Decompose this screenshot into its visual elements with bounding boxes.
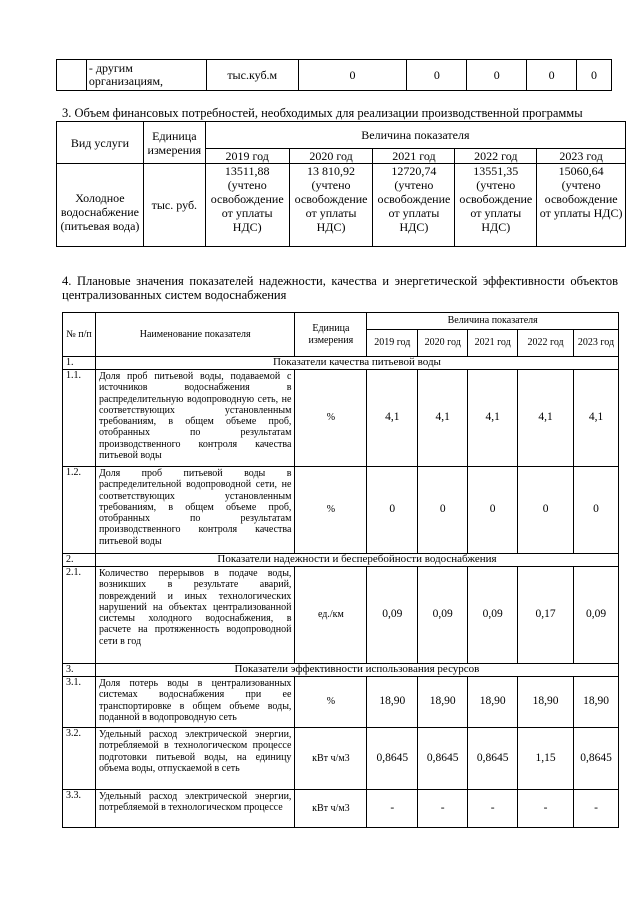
value-cell: 13 810,92 (учтено освобождение от уплаты НДС) [289, 164, 373, 247]
row-unit: кВт ч/м3 [295, 728, 367, 790]
unit-cell: тыс. руб. [143, 164, 205, 247]
section4-heading: 4. Плановые значения показателей надежности, качества и энергетической эффективности объектов централизованных систем водоснабжения [62, 274, 618, 302]
year-header: 2022 год [518, 330, 574, 357]
value-cell: 18,90 [468, 677, 518, 728]
top-table [56, 59, 612, 91]
row-unit: % [295, 467, 367, 554]
table-row [57, 60, 612, 91]
row-num: 3.2. [63, 728, 96, 790]
value-cell: 0,09 [367, 567, 418, 664]
year-header: 2020 год [289, 149, 373, 164]
value-cell: 4,1 [468, 370, 518, 467]
section-row [63, 664, 619, 677]
row-label: - другим организациям, [86, 60, 206, 91]
header-unit: Единица измерения [295, 313, 367, 357]
value-cell: 0 [298, 60, 407, 91]
row-name: Доля проб питьевой воды, подаваемой с источников водоснабжения в распределительную водопроводную сеть, не соответствующих установленным требованиям, в общем объеме проб, отобранных по результатам производственного контроля качества питьевой воды [95, 370, 295, 467]
year-header: 2023 год [537, 149, 626, 164]
value-cell: 18,90 [574, 677, 619, 728]
value-cell: - [367, 790, 418, 828]
year-header: 2021 год [373, 149, 455, 164]
row-unit: кВт ч/м3 [295, 790, 367, 828]
finance-table [56, 121, 626, 247]
row-name: Удельный расход электрической энергии, потребляемой в технологическом процессе [95, 790, 295, 828]
unit-cell: тыс.куб.м [206, 60, 298, 91]
section-title: Показатели эффективности использования ресурсов [95, 664, 618, 677]
service-cell: Холодное водоснабжение (питьевая вода) [57, 164, 144, 247]
value-cell: 0 [468, 467, 518, 554]
value-cell: 18,90 [518, 677, 574, 728]
value-cell: 12720,74 (учтено освобождение от уплаты НДС) [373, 164, 455, 247]
table-row [63, 467, 619, 554]
section-num: 3. [63, 664, 96, 677]
header-value: Величина показателя [367, 313, 619, 330]
table-row [63, 567, 619, 664]
row-num: 1.1. [63, 370, 96, 467]
value-cell: 13551,35 (учтено освобождение от уплаты НДС) [455, 164, 537, 247]
value-cell: - [574, 790, 619, 828]
value-cell: - [518, 790, 574, 828]
table-row [63, 790, 619, 828]
header-service: Вид услуги [57, 122, 144, 164]
year-header: 2023 год [574, 330, 619, 357]
year-header: 2019 год [205, 149, 289, 164]
value-cell: 0,8645 [574, 728, 619, 790]
row-name: Количество перерывов в подаче воды, возникших в результате аварий, повреждений и иных технологических нарушений на объектах централизованной системы холодного водоснабжения, в расчете на протяженность водопроводной сети в год [95, 567, 295, 664]
year-header: 2019 год [367, 330, 418, 357]
value-cell: 4,1 [418, 370, 468, 467]
value-cell: 0 [367, 467, 418, 554]
year-header: 2022 год [455, 149, 537, 164]
section-num: 2. [63, 554, 96, 567]
row-unit: % [295, 677, 367, 728]
table-row [63, 728, 619, 790]
row-unit: ед./км [295, 567, 367, 664]
value-cell: 0 [407, 60, 467, 91]
row-num: 2.1. [63, 567, 96, 664]
table-row [63, 370, 619, 467]
value-cell: 0 [577, 60, 612, 91]
value-cell: 0 [574, 467, 619, 554]
header-unit: Единица измерения [143, 122, 205, 164]
row-unit: % [295, 370, 367, 467]
value-cell: 13511,88 (учтено освобождение от уплаты НДС) [205, 164, 289, 247]
header-name: Наименование показателя [95, 313, 295, 357]
section3-heading: 3. Объем финансовых потребностей, необходимых для реализации производственной программы [62, 106, 583, 120]
value-cell: 4,1 [367, 370, 418, 467]
row-name: Удельный расход электрической энергии, потребляемой в технологическом процессе подготовки питьевой воды, на единицу объема воды, отпускаемой в сеть [95, 728, 295, 790]
value-cell: 0,8645 [367, 728, 418, 790]
value-cell: 0 [518, 467, 574, 554]
indicators-table [62, 312, 619, 828]
section-title: Показатели надежности и бесперебойности водоснабжения [95, 554, 618, 567]
value-cell: 18,90 [418, 677, 468, 728]
section-row [63, 554, 619, 567]
header-value: Величина показателя [205, 122, 625, 149]
section-title: Показатели качества питьевой воды [95, 357, 618, 370]
year-header: 2021 год [468, 330, 518, 357]
section-row [63, 357, 619, 370]
table-row [57, 122, 626, 149]
row-num: 1.2. [63, 467, 96, 554]
value-cell: 0 [418, 467, 468, 554]
value-cell: 15060,64 (учтено освобождение от уплаты НДС) [537, 164, 626, 247]
value-cell: 18,90 [367, 677, 418, 728]
value-cell: 0 [467, 60, 527, 91]
value-cell: 0 [527, 60, 577, 91]
value-cell: 0,8645 [468, 728, 518, 790]
value-cell: 0,09 [418, 567, 468, 664]
value-cell: 4,1 [574, 370, 619, 467]
value-cell: - [468, 790, 518, 828]
table-row [63, 677, 619, 728]
value-cell: - [418, 790, 468, 828]
value-cell: 0,8645 [418, 728, 468, 790]
header-num: № п/п [63, 313, 96, 357]
blank-cell [57, 60, 87, 91]
table-row [57, 164, 626, 247]
value-cell: 4,1 [518, 370, 574, 467]
row-num: 3.1. [63, 677, 96, 728]
value-cell: 0,17 [518, 567, 574, 664]
table-row [63, 313, 619, 330]
row-name: Доля потерь воды в централизованных системах водоснабжения при ее транспортировке в общем объеме воды, поданной в водопроводную сеть [95, 677, 295, 728]
value-cell: 0,09 [574, 567, 619, 664]
year-header: 2020 год [418, 330, 468, 357]
section-num: 1. [63, 357, 96, 370]
value-cell: 1,15 [518, 728, 574, 790]
value-cell: 0,09 [468, 567, 518, 664]
row-name: Доля проб питьевой воды в распределительной водопроводной сети, не соответствующих установленным требованиям, в общем объеме проб, отобранных по результатам производственного контроля качества питьевой воды [95, 467, 295, 554]
row-num: 3.3. [63, 790, 96, 828]
